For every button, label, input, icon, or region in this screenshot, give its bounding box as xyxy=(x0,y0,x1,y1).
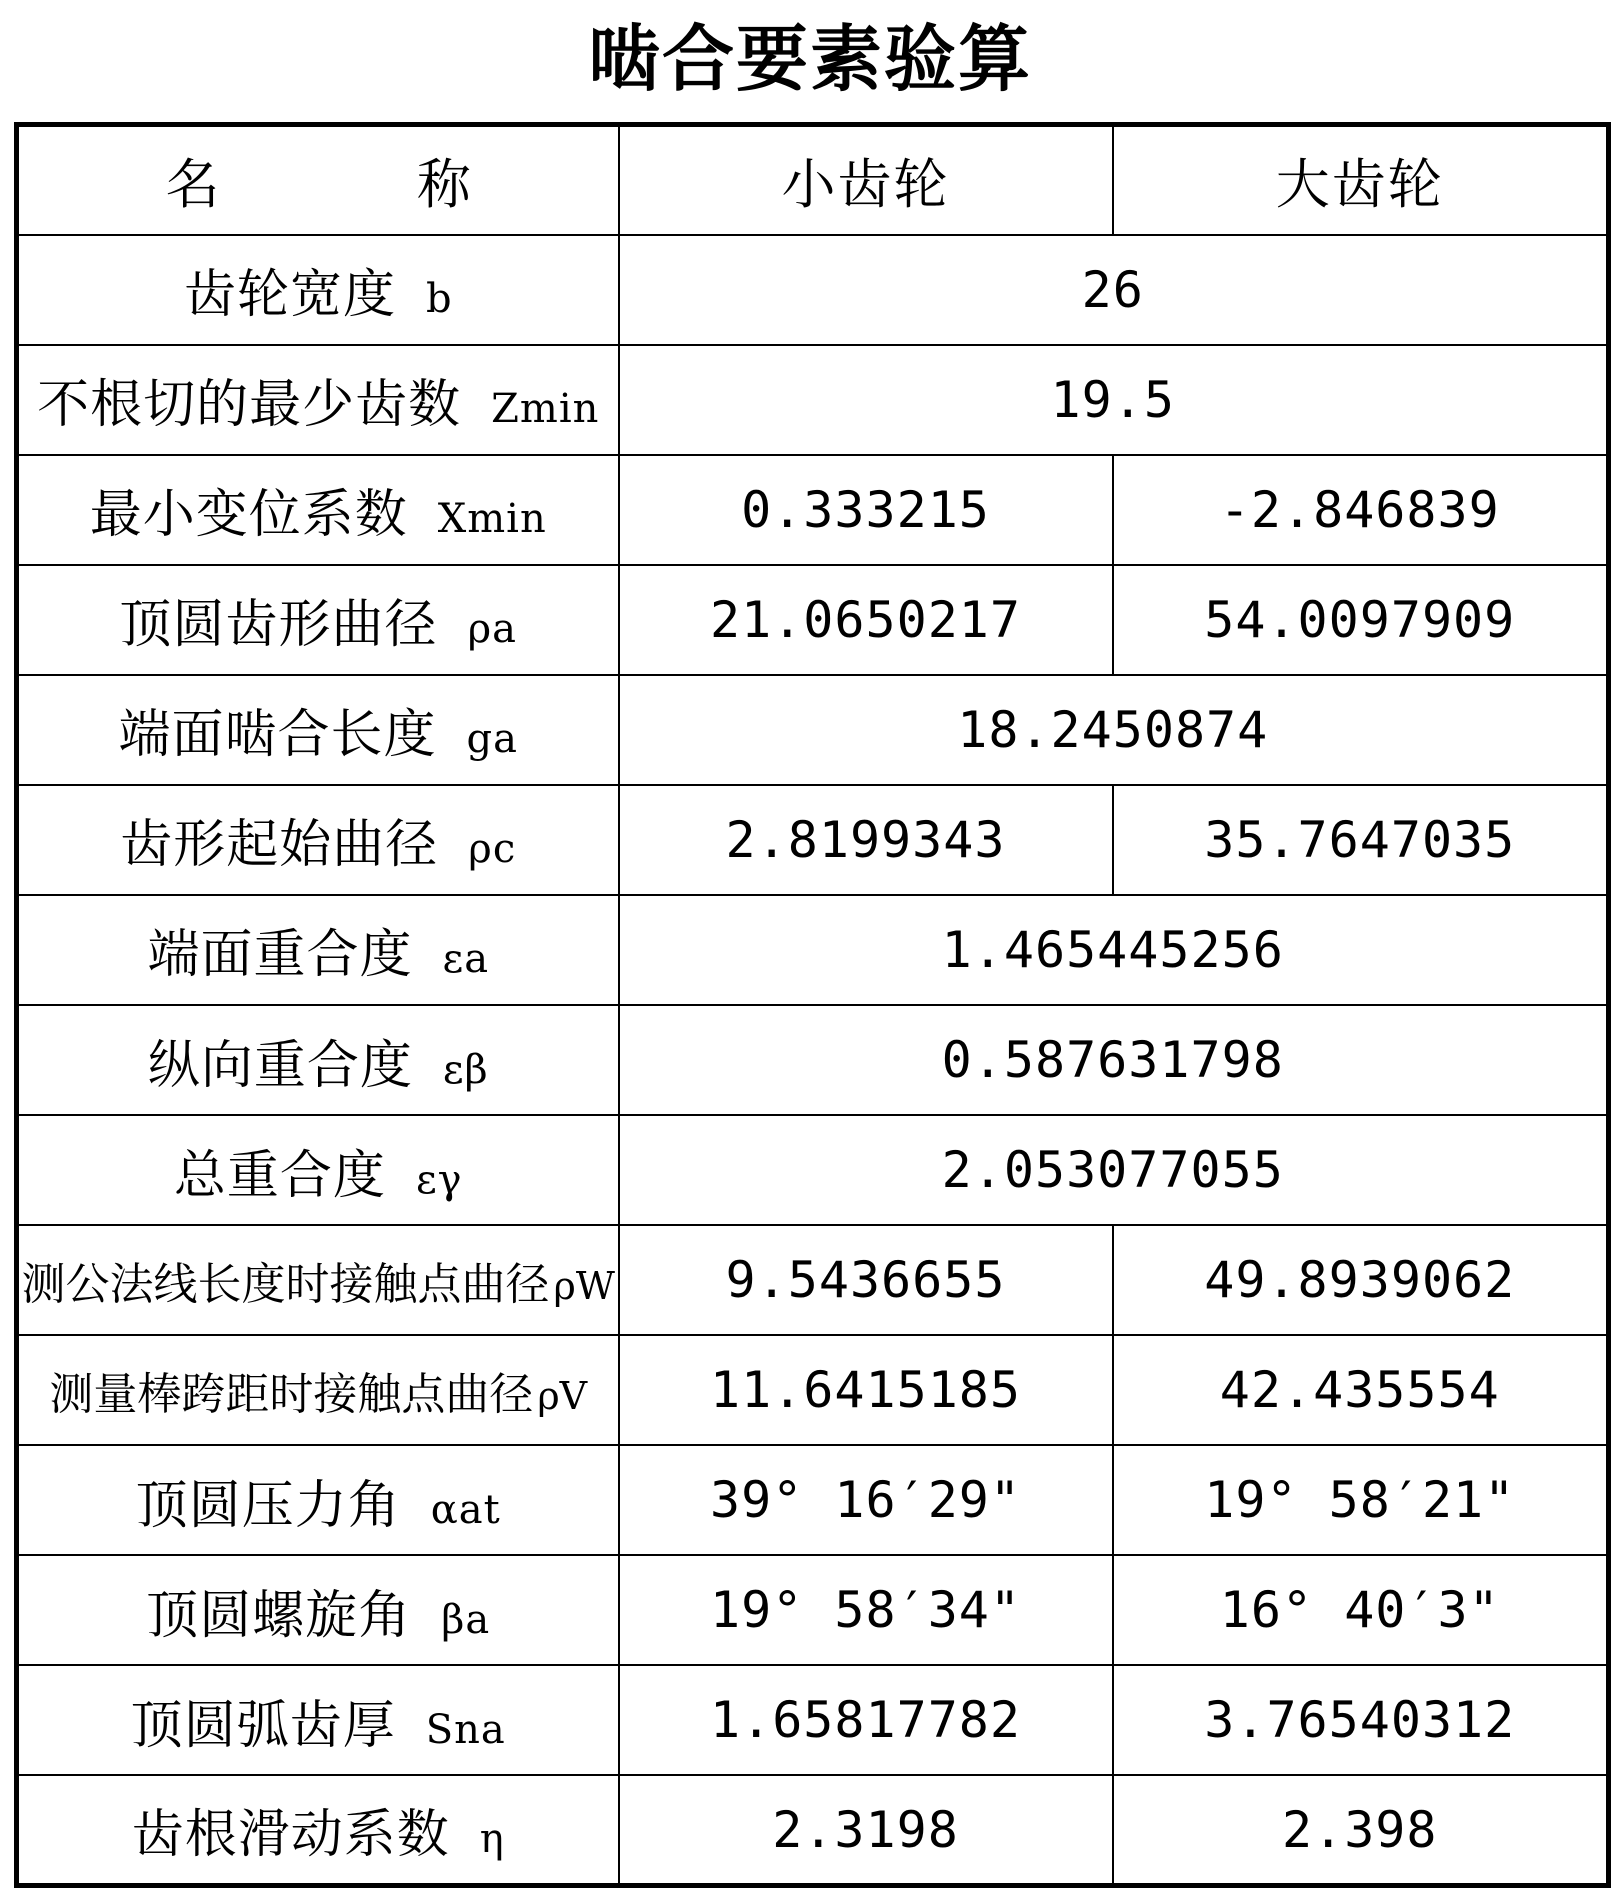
row-symbol: ρW xyxy=(553,1264,615,1309)
row-name-cell xyxy=(17,785,619,895)
row-value-small-gear: 2.3198 xyxy=(619,1775,1113,1885)
table-row xyxy=(17,675,1609,785)
table-row xyxy=(17,235,1609,345)
table-row xyxy=(17,1005,1609,1115)
row-value-small-gear: 0.333215 xyxy=(619,455,1113,565)
row-symbol: εβ xyxy=(442,1046,489,1093)
row-name-cell xyxy=(17,1115,619,1225)
row-name-cell xyxy=(17,235,619,345)
table-header-row xyxy=(17,125,1609,235)
row-value-small-gear: 11.6415185 xyxy=(619,1335,1113,1445)
table-row xyxy=(17,785,1609,895)
row-value-large-gear: 49.8939062 xyxy=(1113,1225,1609,1335)
row-name-cell xyxy=(17,455,619,565)
table-row xyxy=(17,565,1609,675)
row-name-cell xyxy=(17,345,619,455)
row-name: 端面啮合长度 xyxy=(118,705,437,766)
table-row xyxy=(17,1225,1609,1335)
row-symbol: η xyxy=(479,1816,505,1863)
row-name: 总重合度 xyxy=(173,1145,386,1206)
row-symbol: b xyxy=(425,276,453,323)
header-name: 名 称 xyxy=(17,125,619,235)
row-value-small-gear: 19° 58′34" xyxy=(619,1555,1113,1665)
row-name: 端面重合度 xyxy=(147,925,413,986)
table-row xyxy=(17,1445,1609,1555)
row-name-cell xyxy=(17,1005,619,1115)
row-name-cell xyxy=(17,895,619,1005)
row-value-large-gear: 42.435554 xyxy=(1113,1335,1609,1445)
row-value-small-gear: 2.8199343 xyxy=(619,785,1113,895)
row-value-large-gear: 35.7647035 xyxy=(1113,785,1609,895)
row-value-large-gear: 16° 40′3" xyxy=(1113,1555,1609,1665)
row-symbol: εa xyxy=(442,936,490,983)
header-small-gear: 小齿轮 xyxy=(619,125,1113,235)
row-value-large-gear: 3.76540312 xyxy=(1113,1665,1609,1775)
table-row xyxy=(17,1555,1609,1665)
row-symbol: Xmin xyxy=(437,496,547,543)
row-name-cell xyxy=(17,1775,619,1885)
row-name-cell xyxy=(17,1335,619,1445)
row-value-small-gear: 39° 16′29" xyxy=(619,1445,1113,1555)
row-value-large-gear: -2.846839 xyxy=(1113,455,1609,565)
row-symbol: ρV xyxy=(537,1374,588,1419)
row-value-large-gear: 54.0097909 xyxy=(1113,565,1609,675)
table-row xyxy=(17,345,1609,455)
row-name: 齿根滑动系数 xyxy=(131,1805,450,1866)
row-name-cell xyxy=(17,565,619,675)
row-name: 顶圆压力角 xyxy=(135,1475,401,1536)
row-name: 最小变位系数 xyxy=(89,485,408,546)
row-name-cell xyxy=(17,1225,619,1335)
row-value-small-gear: 1.65817782 xyxy=(619,1665,1113,1775)
row-value-small-gear: 9.5436655 xyxy=(619,1225,1113,1335)
row-value-shared: 2.053077055 xyxy=(619,1115,1609,1225)
mesh-verification-table xyxy=(14,122,1611,1888)
row-name-cell xyxy=(17,1555,619,1665)
row-name: 不根切的最少齿数 xyxy=(37,375,462,436)
row-name-cell xyxy=(17,1665,619,1775)
row-name-cell xyxy=(17,675,619,785)
header-large-gear: 大齿轮 xyxy=(1113,125,1609,235)
row-value-large-gear: 2.398 xyxy=(1113,1775,1609,1885)
row-name: 顶圆弧齿厚 xyxy=(130,1695,396,1756)
page-title: 啮合要素验算 xyxy=(587,16,1032,101)
table-row xyxy=(17,1115,1609,1225)
row-value-small-gear: 21.0650217 xyxy=(619,565,1113,675)
row-value-large-gear: 19° 58′21" xyxy=(1113,1445,1609,1555)
row-value-shared: 18.2450874 xyxy=(619,675,1609,785)
table-row xyxy=(17,1665,1609,1775)
row-value-shared: 0.587631798 xyxy=(619,1005,1609,1115)
table-row xyxy=(17,895,1609,1005)
row-symbol: Zmin xyxy=(491,386,600,433)
row-symbol: εγ xyxy=(415,1156,463,1203)
row-symbol: βa xyxy=(441,1596,491,1643)
row-name: 测公法线长度时接触点曲径 xyxy=(21,1259,550,1311)
row-symbol: ρa xyxy=(467,606,517,653)
row-name: 顶圆螺旋角 xyxy=(146,1585,412,1646)
row-value-shared: 26 xyxy=(619,235,1609,345)
row-symbol: ρc xyxy=(468,826,517,873)
row-symbol: αat xyxy=(430,1486,501,1533)
row-name: 纵向重合度 xyxy=(147,1035,413,1096)
row-value-shared: 1.465445256 xyxy=(619,895,1609,1005)
table-row xyxy=(17,1775,1609,1885)
row-value-shared: 19.5 xyxy=(619,345,1609,455)
table-row xyxy=(17,1335,1609,1445)
row-name: 测量棒跨距时接触点曲径 xyxy=(49,1369,534,1421)
row-name: 齿轮宽度 xyxy=(183,265,396,326)
row-symbol: Sna xyxy=(425,1706,506,1753)
row-name: 齿形起始曲径 xyxy=(120,815,439,876)
row-name: 顶圆齿形曲径 xyxy=(119,595,438,656)
row-name-cell xyxy=(17,1445,619,1555)
row-symbol: ga xyxy=(466,716,518,763)
table-row xyxy=(17,455,1609,565)
